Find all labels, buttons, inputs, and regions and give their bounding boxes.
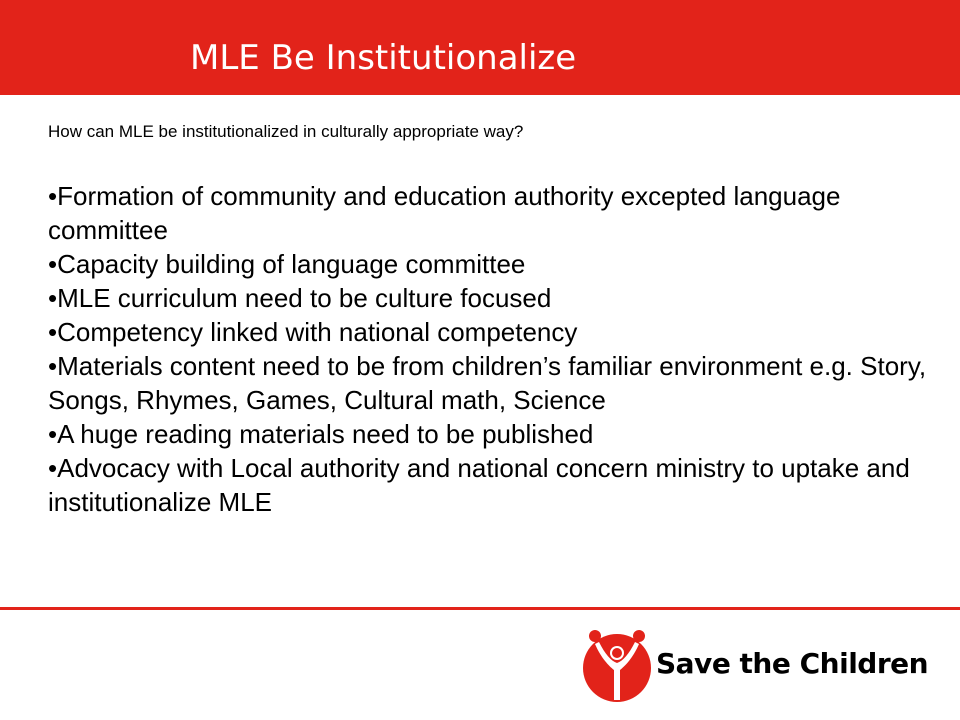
slide-subtitle: How can MLE be institutionalized in culturally appropriate way? (48, 122, 524, 141)
bullet-item: •Formation of community and education authority excepted language committee (48, 181, 841, 245)
bullet-list (48, 179, 928, 519)
bullet-item: •Capacity building of language committee (48, 249, 526, 279)
bullet-item: •Advocacy with Local authority and national concern ministry to uptake and institutionalize MLE (48, 453, 910, 517)
child-with-raised-arms-icon (581, 622, 653, 708)
bullet-item: •MLE curriculum need to be culture focused (48, 283, 552, 313)
title-bar (0, 0, 960, 95)
save-the-children-logo (578, 620, 929, 712)
logo-wordmark: Save the Children (656, 647, 929, 680)
bullet-item: •A huge reading materials need to be published (48, 419, 594, 449)
slide-title: MLE Be Institutionalize (190, 38, 577, 78)
bullet-item: •Competency linked with national competency (48, 317, 578, 347)
bullet-item: •Materials content need to be from children’s familiar environment e.g. Story, Songs, Rhymes, Games, Cultural math, Science (48, 351, 927, 415)
footer-divider (0, 607, 960, 610)
